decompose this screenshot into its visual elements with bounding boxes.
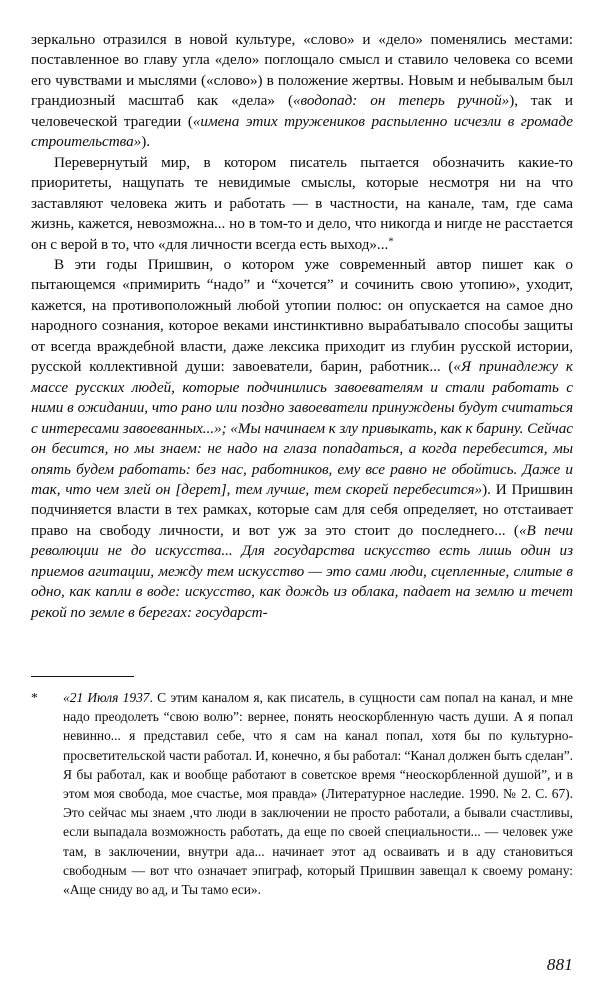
italic-quote: «водопад: он теперь ручной»	[293, 92, 510, 110]
italic-quote: «В печи революции не до искусства... Для государства искусство есть лишь один из приемов агитации, между тем искусство — это сами люди, сцепленные, слитые в одно, как капли в воде: искусство, как дождь из облака, падает на землю и течет рекой по земле в берегах: государст-	[31, 521, 573, 621]
paragraph	[31, 255, 573, 623]
text-run: ). И Пришвин подчиняется власти в тех рамках, которые сам для себя определяет, но отстаивает право на свободу личности, и вот уж за это стоит до последнего... (	[31, 480, 574, 539]
footnote-zone	[31, 676, 573, 899]
footnote-marker: *	[31, 690, 38, 705]
footnote-reference[interactable]: *	[388, 234, 394, 247]
footnote-separator-rule	[31, 676, 134, 677]
page-number: 881	[546, 955, 573, 974]
italic-quote: «имена этих тружеников распыленно исчезли в громаде строительства»	[31, 112, 573, 151]
text-run: . С этим каналом я, как писатель, в сущности сам попал на канал, и мне надо преодолеть “свою волю”: вернее, понять неоскорбленную часть души. А я попал невинно... я представил себе, что я сам на канал попал, хотя бы по культурно-просветительской части работал. И, конечно, я бы работал: “Канал должен быть сделан”. Я бы работал, как и вообще работают в советское время “неоскорбленной душой”, и в этом моя свобода, мое счастье, моя правда» (Литературное наследие. 1990. № 2. С. 67). Это сейчас мы знаем ,что люди в заключении не просто работали, а бывали счастливы, если выпадала возможность работать, да еще по своей специальности... — человек уже там, в заключении, внутри ада... начинает этот ад осваивать и в аду становиться свободным — вот что означает эпиграф, который Пришвин завещал к своему роману: «Аще сниду во ад, и Ты тамо еси».	[63, 690, 573, 898]
paragraph	[31, 153, 573, 255]
paragraph	[31, 30, 573, 153]
footnote-block	[31, 688, 573, 899]
italic-quote: «Я принадлежу к массе русских людей, которые подчинились завоевателям и стали работать с ними в ожидании, что рано или поздно завоеватели принуждены будут считаться с интересами завоеванных...»; «Мы начинаем к злу привыкать, как к барину. Сейчас он бесится, но мы знаем: не надо на глаза попадаться, а когда перебесится, мы опять будем работать: без нас, работников, ему все равно не обойтись. Даже и так, что чем злей он [дерет], тем лучше, тем скорей перебесится»	[31, 358, 573, 498]
text-run: зеркально отразился в новой культуре, «слово» и «дело» поменялись местами: поставленное во главу угла «дело» поглощало смысл и ставило человека со всеми его чувствами и мыслями («слово») в положение жертвы. Новым и небывалым был грандиозный масштаб как «дела» (	[31, 31, 573, 110]
text-run: ), так и человеческой трагедии (	[31, 92, 573, 130]
text-run: ).	[141, 133, 150, 151]
text-run: Перевернутый мир, в котором писатель пытается обозначить какие-то приоритеты, нащупать те невидимые смыслы, которые несмотря ни на что заставляют человека жить и работать — в частности, на канале, там, где сама жизнь, кажется, невозможна... но в том-то и дело, что никогда и нигде не расстается он с верой в то, что «для личности всегда есть выход»...	[31, 153, 573, 253]
body-text-column	[31, 30, 573, 623]
text-run: В эти годы Пришвин, о котором уже современный автор пишет как о пытающемся «примирить “надо” и “хочется” и сочинить свою утопию», уходит, кажется, на противоположный любой утопии полюс: он опускается на самое дно народного сознания, которое веками инстинктивно вырабатывало способы защиты от всегда враждебной власти, даже лексика приходит из глубин русской истории, русской коллективной души: завоеватели, барин, работник... (	[31, 255, 573, 376]
italic-quote: «21 Июля 1937	[63, 690, 150, 705]
footnote-paragraph	[63, 688, 573, 899]
